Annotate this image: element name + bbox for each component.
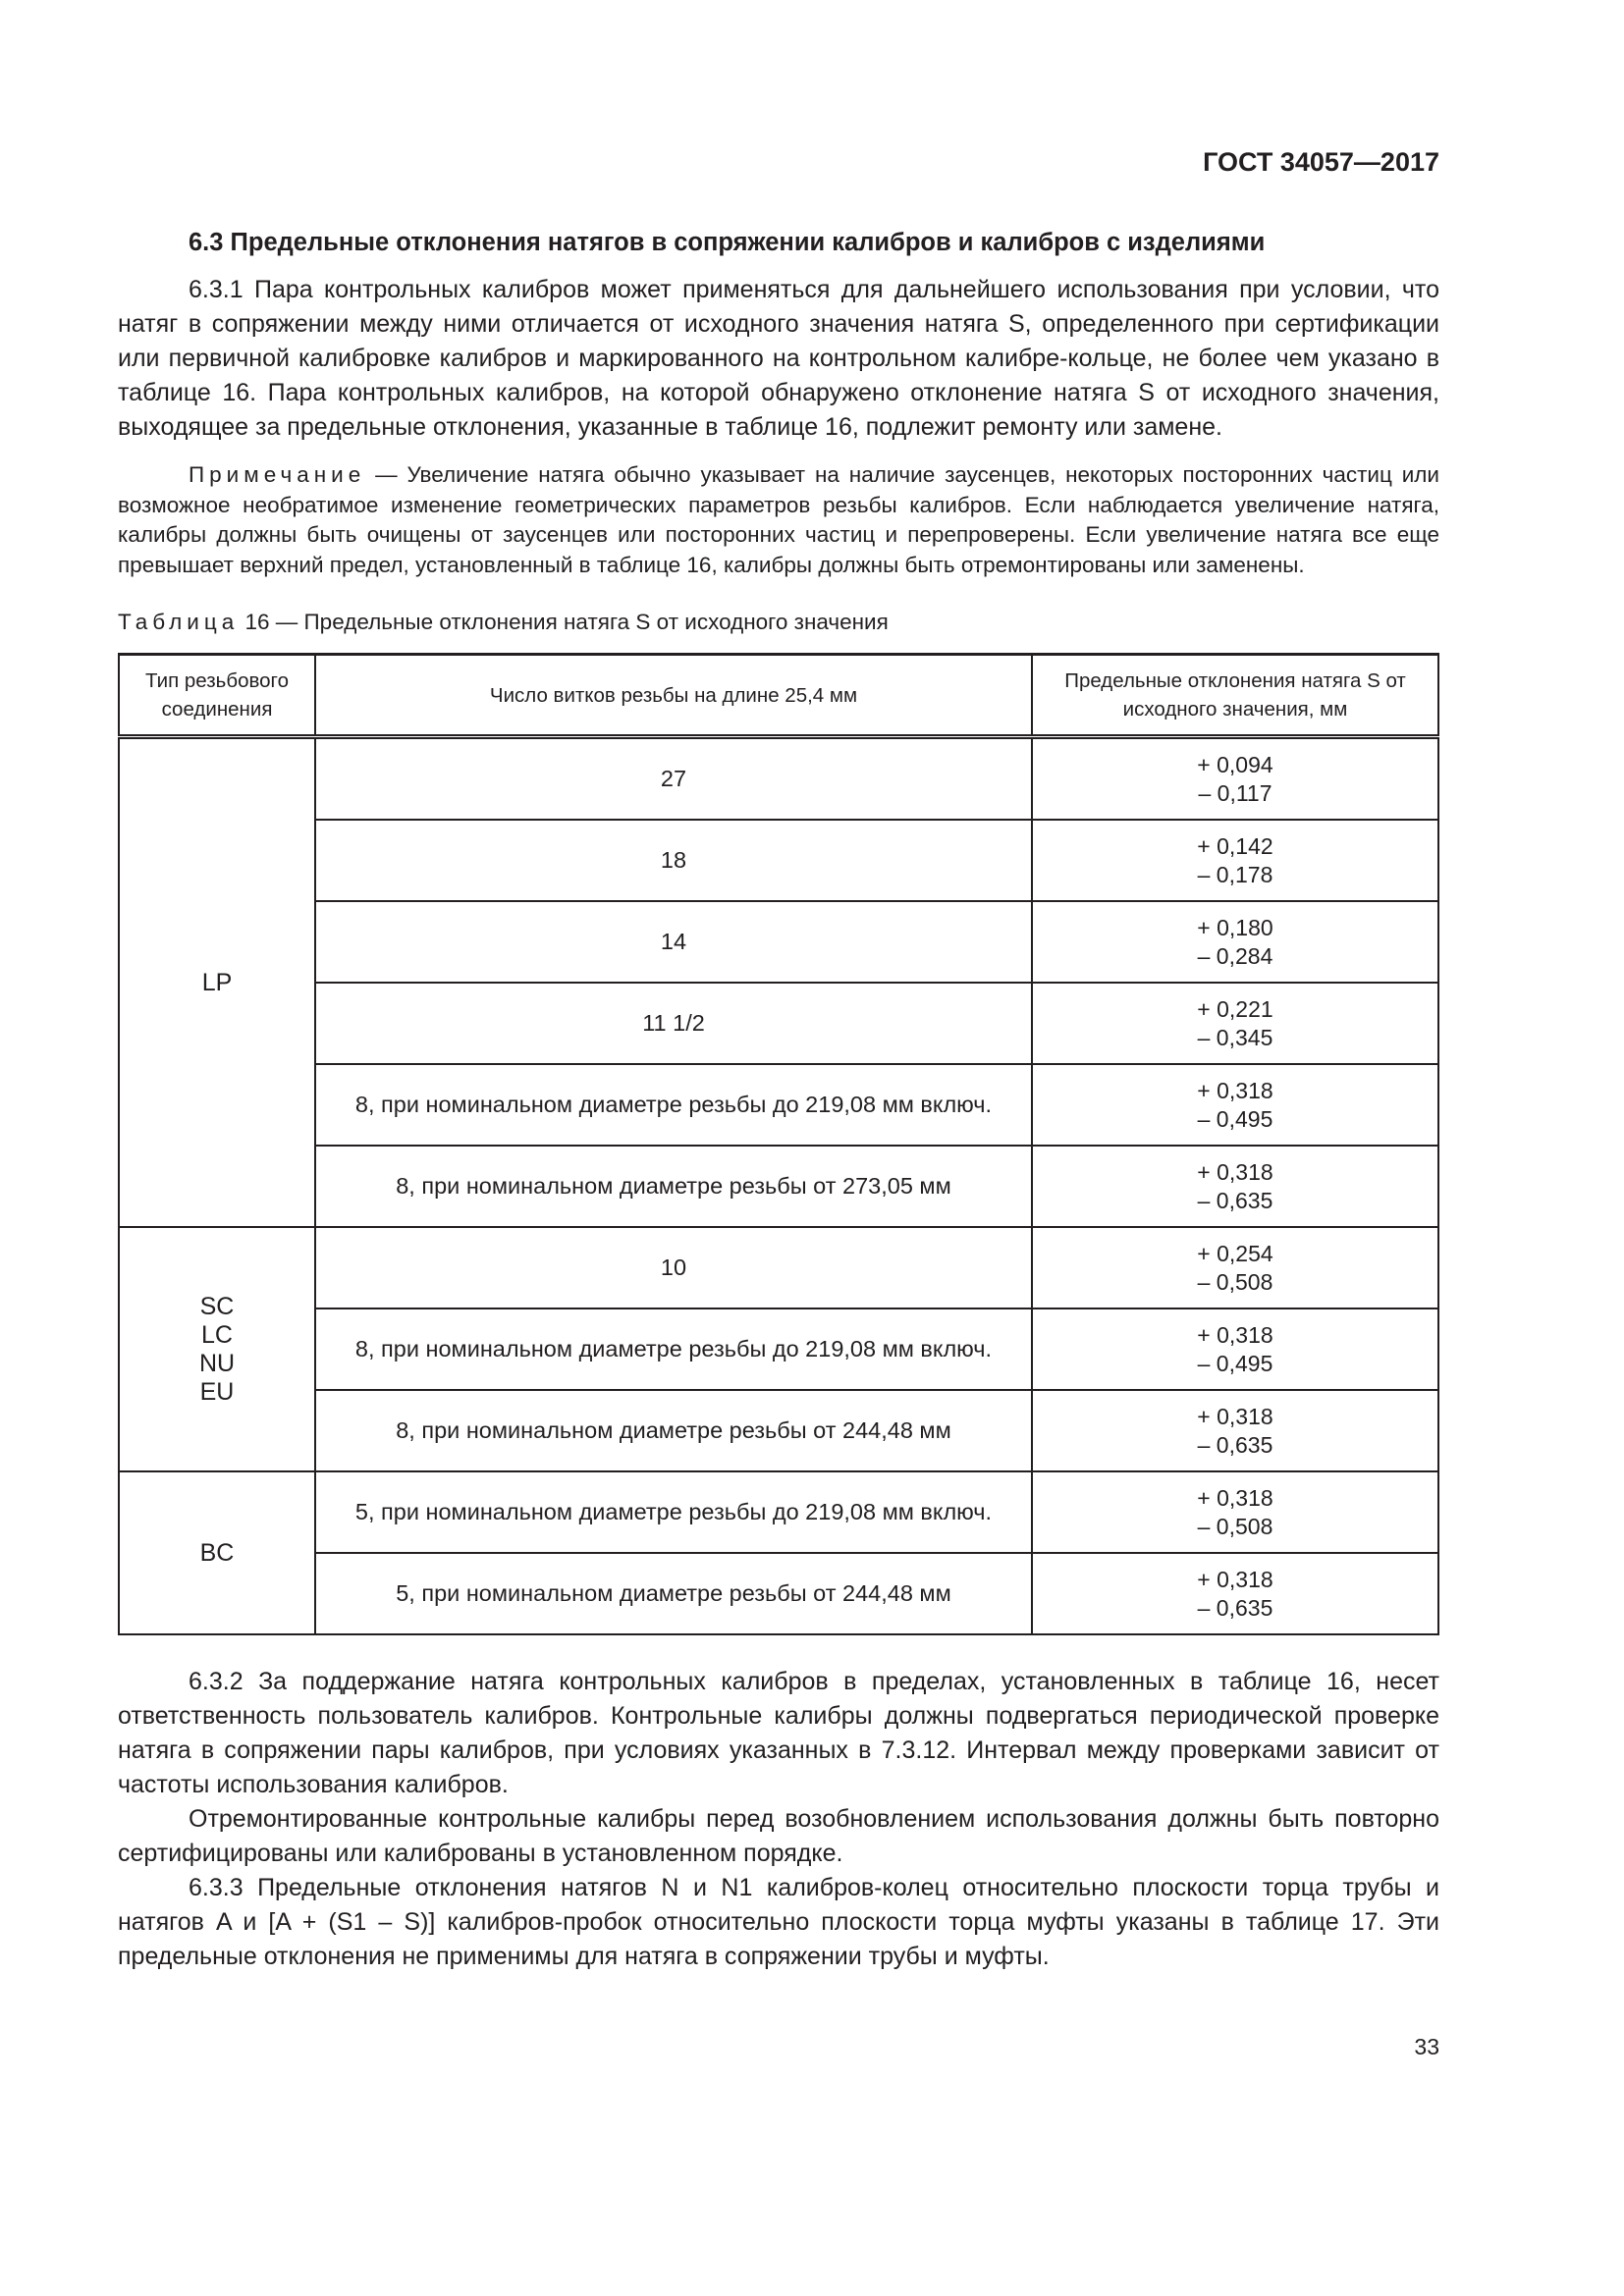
table-row xyxy=(119,1553,1438,1634)
table-row xyxy=(119,1308,1438,1390)
paragraph-6-3-3: 6.3.3 Предельные отклонения натягов N и N1 калибров-колец относительно плоскости торца трубы и натягов A и [A + (S1 – S)] калибров-пробок относительно плоскости торца муфты указаны в таблице 17. Эти предельные отклонения не применимы для натяга в сопряжении трубы и муфты. xyxy=(118,1874,1439,1970)
deviation-cell xyxy=(1032,1308,1438,1390)
deviation-cell xyxy=(1032,901,1438,983)
threads-cell: 14 xyxy=(315,901,1032,983)
deviation-minus: – 0,635 xyxy=(1197,1187,1273,1213)
threads-cell: 11 1/2 xyxy=(315,983,1032,1064)
deviation-minus: – 0,635 xyxy=(1197,1594,1273,1621)
deviation-plus: + 0,318 xyxy=(1197,1484,1273,1511)
thread-type-cell: LP xyxy=(119,737,315,1228)
deviation-cell xyxy=(1032,737,1438,821)
threads-cell: 18 xyxy=(315,820,1032,901)
threads-cell: 27 xyxy=(315,737,1032,821)
threads-cell: 8, при номинальном диаметре резьбы до 219,08 мм включ. xyxy=(315,1064,1032,1146)
deviation-minus: – 0,495 xyxy=(1197,1105,1273,1132)
deviation-minus: – 0,284 xyxy=(1197,942,1273,969)
table-row xyxy=(119,820,1438,901)
deviation-minus: – 0,495 xyxy=(1197,1350,1273,1376)
note-text: — Увеличение натяга обычно указывает на наличие заусенцев, некоторых посторонних частиц или возможное необратимое изменение геометрических параметров резьбы калибров. Если наблюдается увеличение натяга, калибры должны быть очищены от заусенцев или посторонних частиц и перепроверены. Если увеличение натяга все еще превышает верхний предел, установленный в таблице 16, калибры должны быть отремонтированы или заменены. xyxy=(118,462,1439,577)
deviation-plus: + 0,142 xyxy=(1197,832,1273,859)
deviation-plus: + 0,318 xyxy=(1197,1077,1273,1103)
page-number: 33 xyxy=(1414,2034,1439,2059)
note xyxy=(118,460,1439,580)
deviation-cell xyxy=(1032,1553,1438,1634)
deviation-minus: – 0,508 xyxy=(1197,1513,1273,1539)
deviation-cell xyxy=(1032,1227,1438,1308)
table-row xyxy=(119,1390,1438,1471)
threads-cell: 8, при номинальном диаметре резьбы от 244,48 мм xyxy=(315,1390,1032,1471)
deviation-plus: + 0,094 xyxy=(1197,751,1273,777)
deviation-plus: + 0,318 xyxy=(1197,1403,1273,1429)
table-16 xyxy=(118,653,1439,1635)
threads-cell: 5, при номинальном диаметре резьбы до 219,08 мм включ. xyxy=(315,1471,1032,1553)
table-row xyxy=(119,1227,1438,1308)
table-row xyxy=(119,1064,1438,1146)
thread-type-cell: SC LC NU EU xyxy=(119,1227,315,1471)
threads-cell: 5, при номинальном диаметре резьбы от 244,48 мм xyxy=(315,1553,1032,1634)
table-row xyxy=(119,901,1438,983)
header-threads-count: Число витков резьбы на длине 25,4 мм xyxy=(315,655,1032,737)
deviation-plus: + 0,180 xyxy=(1197,914,1273,940)
deviation-minus: – 0,508 xyxy=(1197,1268,1273,1295)
threads-cell: 10 xyxy=(315,1227,1032,1308)
threads-cell: 8, при номинальном диаметре резьбы от 273,05 мм xyxy=(315,1146,1032,1227)
table-caption-label: Таблица xyxy=(118,610,240,634)
section-title: 6.3 Предельные отклонения натягов в сопряжении калибров и калибров с изделиями xyxy=(189,229,1266,256)
paragraph-6-3-2: 6.3.2 За поддержание натяга контрольных калибров в пределах, установленных в таблице 16, несет ответственность пользователь калибров. Контрольные калибры должны подвергаться периодической проверке натяга в сопряжении пары калибров, при условиях указанных в 7.3.12. Интервал между проверками зависит от частоты использования калибров. xyxy=(118,1668,1439,1798)
header-thread-type: Тип резьбового соединения xyxy=(119,655,315,737)
table-row xyxy=(119,737,1438,821)
deviation-plus: + 0,254 xyxy=(1197,1240,1273,1266)
deviation-minus: – 0,345 xyxy=(1197,1024,1273,1050)
deviation-cell xyxy=(1032,983,1438,1064)
thread-type-cell: BC xyxy=(119,1471,315,1634)
paragraph-repaired: Отремонтированные контрольные калибры перед возобновлением использования должны быть повторно сертифицированы или калиброваны в установленном порядке. xyxy=(118,1805,1439,1867)
deviation-plus: + 0,221 xyxy=(1197,995,1273,1022)
threads-cell: 8, при номинальном диаметре резьбы до 219,08 мм включ. xyxy=(315,1308,1032,1390)
deviation-minus: – 0,117 xyxy=(1198,779,1272,806)
paragraph-6-3-1: 6.3.1 Пара контрольных калибров может применяться для дальнейшего использования при условии, что натяг в сопряжении между ними отличается от исходного значения натяга S, определенного при сертификации или первичной калибровке калибров и маркированного на контрольном калибре-кольце, не более чем указано в таблице 16. Пара контрольных калибров, на которой обнаружено отклонение натяга S от исходного значения, выходящее за предельные отклонения, указанные в таблице 16, подлежит ремонту или замене. xyxy=(118,276,1439,441)
deviation-cell xyxy=(1032,1064,1438,1146)
table-row xyxy=(119,1471,1438,1553)
page-content xyxy=(118,226,1439,1974)
note-label: Примечание xyxy=(189,462,366,487)
table-caption-text: 16 — Предельные отклонения натяга S от исходного значения xyxy=(239,610,889,634)
deviation-cell xyxy=(1032,820,1438,901)
deviation-plus: + 0,318 xyxy=(1197,1158,1273,1185)
deviation-cell xyxy=(1032,1390,1438,1471)
deviation-cell xyxy=(1032,1471,1438,1553)
table-caption xyxy=(118,610,1439,635)
deviation-minus: – 0,635 xyxy=(1197,1431,1273,1458)
deviation-cell xyxy=(1032,1146,1438,1227)
deviation-plus: + 0,318 xyxy=(1197,1566,1273,1592)
document-header: ГОСТ 34057—2017 xyxy=(1203,147,1439,177)
header-deviations: Предельные отклонения натяга S от исходного значения, мм xyxy=(1032,655,1438,737)
table-header-row xyxy=(119,655,1438,737)
deviation-plus: + 0,318 xyxy=(1197,1321,1273,1348)
table-row xyxy=(119,983,1438,1064)
deviation-minus: – 0,178 xyxy=(1197,861,1273,887)
table-row xyxy=(119,1146,1438,1227)
